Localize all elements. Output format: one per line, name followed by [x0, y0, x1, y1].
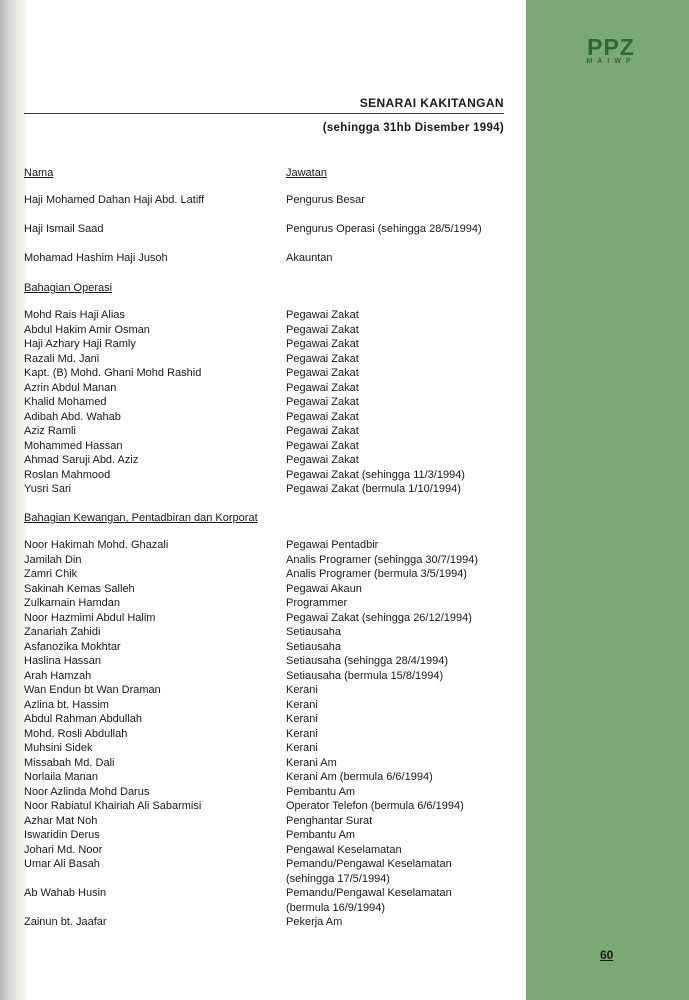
staff-name: Zanariah Zahidi [24, 626, 101, 638]
staff-name: Zainun bt. Jaafar [24, 916, 107, 928]
staff-position: Kerani [286, 698, 318, 711]
staff-position: Analis Programer (bermula 3/5/1994) [286, 568, 467, 580]
staff-name: Zamri Chik [24, 568, 78, 580]
staff-position: Pengawal Keselamatan [286, 843, 402, 856]
staff-position: Setiausaha (sehingga 28/4/1994) [286, 655, 449, 667]
staff-name: Abdul Hakim Amir Osman [24, 323, 150, 336]
staff-name: Mohd. Rosli Abdullah [24, 727, 128, 740]
staff-name: Missabah Md. Dali [24, 756, 115, 769]
ppz-logo [578, 36, 644, 66]
staff-position: Pegawai Pentadbir [286, 539, 379, 551]
staff-position: Akauntan [286, 252, 333, 264]
staff-name: Razali Md. Jani [24, 352, 100, 365]
staff-name: Yusri Sari [24, 483, 72, 495]
staff-position: Pegawai Zakat [286, 425, 359, 437]
staff-name: Noor Hakimah Mohd. Ghazali [24, 539, 169, 551]
staff-position: Kerani [286, 684, 318, 696]
logo-main-text: PPZ [587, 34, 635, 60]
staff-name: Noor Rabiatul Khairiah Ali Sabarmisi [24, 800, 202, 812]
staff-position: Pegawai Zakat [286, 396, 359, 408]
staff-name: Khalid Mohamed [24, 396, 107, 408]
staff-name: Wan Endun bt Wan Draman [24, 684, 161, 696]
staff-name: Abdul Rahman Abdullah [24, 713, 143, 725]
staff-position: Pegawai Zakat [286, 381, 359, 394]
staff-name: Mohamad Hashim Haji Jusoh [24, 252, 168, 264]
staff-position: Setiausaha (bermula 15/8/1994) [286, 669, 444, 682]
green-side-bar [526, 0, 689, 1000]
staff-name: Noor Hazmimi Abdul Halim [24, 611, 156, 624]
staff-name: Haji Ismail Saad [24, 223, 104, 235]
staff-position: Pengurus Besar [286, 194, 365, 206]
title-divider [24, 113, 504, 114]
column-header-name: Nama [24, 167, 54, 179]
staff-position: Pegawai Zakat (bermula 1/10/1994) [286, 483, 461, 495]
section-heading-kewangan: Bahagian Kewangan, Pentadbiran dan Korporat [24, 512, 258, 524]
staff-position: Pegawai Zakat [286, 309, 359, 321]
staff-position-continued: (sehingga 17/5/1994) [286, 873, 390, 885]
staff-name: Azhar Mat Noh [24, 814, 98, 827]
staff-name: Mohammed Hassan [24, 439, 123, 452]
staff-position: Pengurus Operasi (sehingga 28/5/1994) [286, 223, 482, 235]
staff-position: Pegawai Zakat [286, 367, 359, 379]
staff-position: Pekerja Am [286, 916, 343, 928]
staff-position: Pembantu Am [286, 829, 356, 841]
staff-position: Pegawai Zakat [286, 323, 359, 336]
staff-name: Azlina bt. Hassim [24, 698, 109, 711]
staff-name: Mohd Rais Haji Alias [24, 309, 125, 321]
staff-position: Pegawai Zakat [286, 410, 359, 423]
staff-name: Adibah Abd. Wahab [24, 410, 121, 423]
staff-position: Pegawai Zakat [286, 338, 359, 350]
staff-name: Ab Wahab Husin [24, 887, 107, 899]
staff-position: Pemandu/Pengawal Keselamatan [286, 887, 452, 899]
scan-binding-shadow [0, 0, 26, 1000]
staff-name: Sakinah Kemas Salleh [24, 582, 135, 595]
staff-name: Umar Ali Basah [24, 858, 100, 870]
staff-name: Zulkarnain Hamdan [24, 597, 120, 609]
staff-position: Kerani Am [286, 756, 337, 769]
staff-position: Penghantar Surat [286, 814, 373, 827]
page-subtitle: (sehingga 31hb Disember 1994) [322, 122, 504, 134]
staff-position: Pembantu Am [286, 785, 356, 798]
staff-name: Jamilah Din [24, 553, 82, 566]
staff-position: Pegawai Akaun [286, 582, 362, 595]
staff-name: Haslina Hassan [24, 655, 102, 667]
staff-position: Operator Telefon (bermula 6/6/1994) [286, 800, 464, 812]
staff-position: Kerani [286, 742, 318, 754]
staff-name: Iswaridin Derus [24, 829, 100, 841]
staff-position: Pegawai Zakat [286, 439, 359, 452]
section-heading-operasi: Bahagian Operasi [24, 282, 113, 294]
staff-name: Muhsini Sidek [24, 742, 93, 754]
staff-position: Programmer [286, 597, 348, 609]
staff-position: Setiausaha [286, 640, 342, 653]
staff-position: Pemandu/Pengawal Keselamatan [286, 858, 452, 870]
staff-name: Haji Azhary Haji Ramly [24, 338, 136, 350]
staff-position: Pegawai Zakat [286, 352, 359, 365]
staff-name: Roslan Mahmood [24, 468, 111, 481]
staff-position: Kerani Am (bermula 6/6/1994) [286, 771, 433, 783]
column-header-position: Jawatan [286, 167, 327, 179]
staff-position: Pegawai Zakat (sehingga 11/3/1994) [286, 468, 465, 481]
staff-name: Asfanozika Mokhtar [24, 640, 121, 653]
staff-position-continued: (bermula 16/9/1994) [286, 902, 386, 914]
staff-name: Noor Azlinda Mohd Darus [24, 785, 150, 798]
page-number: 60 [600, 948, 614, 962]
staff-position: Pegawai Zakat (sehingga 26/12/1994) [286, 611, 472, 624]
staff-name: Aziz Ramli [24, 425, 76, 437]
staff-position: Pegawai Zakat [286, 454, 359, 466]
staff-name: Johari Md. Noor [24, 843, 103, 856]
staff-name: Kapt. (B) Mohd. Ghani Mohd Rashid [24, 367, 202, 379]
staff-position: Kerani [286, 713, 318, 725]
staff-position: Setiausaha [286, 626, 342, 638]
staff-name: Azrin Abdul Manan [24, 381, 117, 394]
staff-name: Ahmad Saruji Abd. Aziz [24, 454, 139, 466]
staff-name: Norlaila Manan [24, 771, 98, 783]
staff-name: Haji Mohamed Dahan Haji Abd. Latiff [24, 194, 205, 206]
staff-name: Arah Hamzah [24, 669, 92, 682]
logo-sub-text: MAIWP [586, 58, 636, 65]
staff-position: Kerani [286, 727, 318, 740]
page-title: SENARAI KAKITANGAN [359, 96, 504, 110]
staff-position: Analis Programer (sehingga 30/7/1994) [286, 553, 479, 566]
